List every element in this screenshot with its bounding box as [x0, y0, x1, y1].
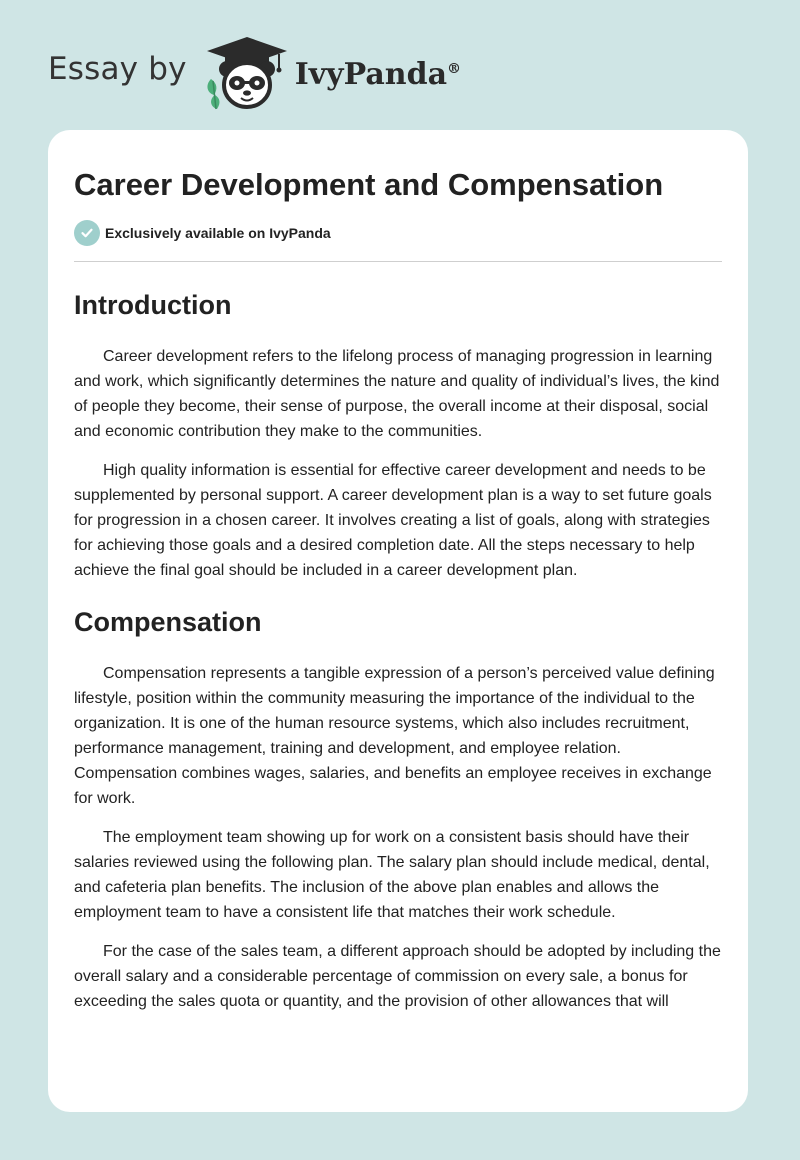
essay-by-label: Essay by [48, 51, 187, 87]
exclusive-badge [74, 220, 722, 246]
paragraph: The employment team showing up for work on a consistent basis should have their salaries reviewed using the following plan. The salary plan should include medical, dental, and cafeteria plan benefits. The inclusion of the above plan enables and allows the employment team to have a consistent life that matches their work schedule. [74, 829, 710, 921]
panda-graduate-icon [201, 35, 293, 111]
paragraph: Career development refers to the lifelong process of managing progression in learning and work, which significantly determines the nature and quality of individual’s lives, the kind of people they become, their sense of purpose, the overall income at their disposal, social and economic contribution they make to the communities. [74, 348, 720, 440]
exclusive-label: Exclusively available on IvyPanda [105, 225, 331, 241]
title-divider [74, 261, 722, 262]
registered-mark: ® [447, 60, 462, 77]
section-heading-introduction: Introduction [74, 290, 232, 320]
site-header [48, 36, 461, 108]
paragraph: Compensation represents a tangible expression of a person’s perceived value defining lifestyle, position within the community measuring the importance of the individual to the organization. It is one of the human resource systems, which also includes recruitment, performance management, training and development, and employee relation. Compensation combines wages, salaries, and benefits an employee receives in exchange for work. [74, 665, 715, 807]
paragraph: For the case of the sales team, a different approach should be adopted by including the overall salary and a considerable percentage of commission on every sale, a bonus for exceeding the sales quota or quantity, and the provision of other allowances that will [74, 943, 721, 1010]
essay-title: Career Development and Compensation [74, 167, 664, 202]
check-circle-icon [74, 220, 100, 246]
essay-card [48, 130, 748, 1112]
paragraph: High quality information is essential for effective career development and needs to be supplemented by personal support. A career development plan is a way to set future goals for progression in a chosen career. It involves creating a list of goals, along with strategies for achieving those goals and a desired completion date. All the steps necessary to help achieve the final goal should be included in a career development plan. [74, 462, 712, 579]
section-heading-compensation: Compensation [74, 607, 262, 637]
brand-name: IvyPanda® [294, 56, 462, 92]
